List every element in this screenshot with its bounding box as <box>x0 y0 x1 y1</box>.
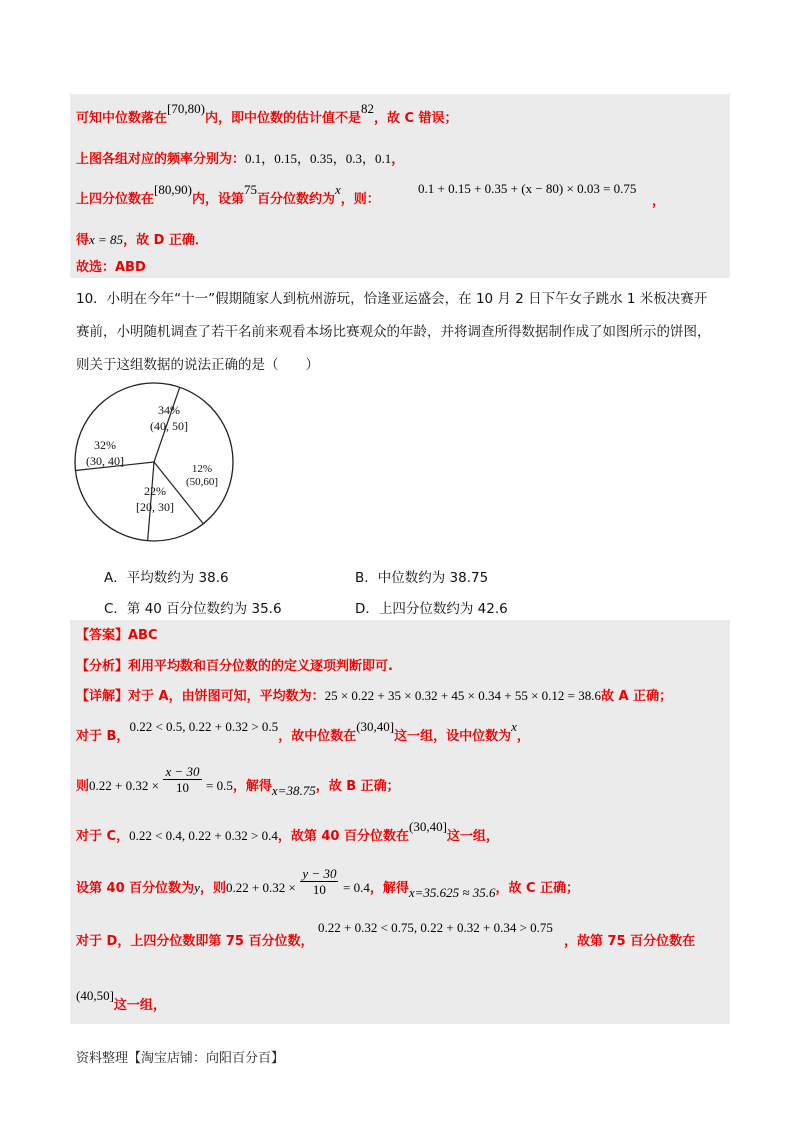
math-inequality: 0.22 < 0.5, 0.22 + 0.32 > 0.5 <box>129 719 279 734</box>
fraction-numerator: x − 30 <box>165 764 200 779</box>
text: ，解得 <box>232 779 272 794</box>
detail-line-8 <box>76 988 166 1015</box>
text: 【分析】利用平均数和百分位数的的定义逐项判断即可. <box>76 659 393 674</box>
math-value: 75 <box>243 182 257 197</box>
option-b: B．中位数约为 38.75 <box>355 570 489 586</box>
text: 则 <box>76 779 90 794</box>
text: 这一组， <box>113 998 166 1013</box>
prev-solution-line-3 <box>76 182 380 209</box>
detail-line-7 <box>76 933 313 951</box>
math-result: x=38.75 <box>271 783 316 798</box>
pie-range-label: (30, 40] <box>86 454 124 468</box>
math-interval: [80,90) <box>154 182 192 197</box>
text: 对于 B， <box>76 729 130 744</box>
pie-chart <box>69 378 239 548</box>
math-equation: 0.1 + 0.15 + 0.35 + (x − 80) × 0.03 = 0.75 <box>418 181 637 196</box>
text: 故 A 正确； <box>601 689 673 704</box>
prev-solution-comma <box>652 193 665 211</box>
math-result: x = 85 <box>89 232 124 247</box>
question-line-3: 则关于这组数据的说法正确的是（ ） <box>76 357 319 373</box>
prev-solution-line-4 <box>76 231 208 250</box>
prev-solution-line-2 <box>76 150 404 169</box>
pie-range-label: (40, 50] <box>150 419 188 433</box>
pie-percent-label: 32% <box>94 438 116 452</box>
option-d: D．上四分位数约为 42.6 <box>355 601 508 617</box>
text: 【详解】对于 A，由饼图可知，平均数为： <box>76 689 325 704</box>
detail-line-5 <box>76 866 580 900</box>
math-value: 82 <box>360 101 374 116</box>
prev-solution-line-1 <box>76 101 458 128</box>
detail-line-7b <box>564 933 695 951</box>
pie-percent-label: 12% <box>191 463 213 475</box>
fraction <box>300 866 338 897</box>
text: 这一组， <box>446 829 499 844</box>
text: ， <box>652 194 666 209</box>
math-var: y <box>194 880 200 895</box>
prev-solution-equation <box>418 180 636 199</box>
text: ，故 C 正确； <box>495 881 580 896</box>
detail-line-3 <box>76 764 400 798</box>
pie-range-label: (50,60] <box>185 476 219 488</box>
option-a: A．平均数约为 38.6 <box>104 570 229 586</box>
prev-solution-choice <box>76 259 146 277</box>
fraction-numerator: y − 30 <box>302 866 337 881</box>
math-interval: [70,80) <box>167 101 205 116</box>
answer-line <box>76 627 158 645</box>
text: 百分位数约为 <box>256 192 335 207</box>
math-expr: = 0.5 <box>206 778 233 793</box>
text: ，解得 <box>369 881 409 896</box>
math-var: x <box>511 719 517 734</box>
pie-percent-label: 22% <box>144 484 166 498</box>
question-line-2: 赛前，小明随机调查了若干名前来观看本场比赛观众的年龄，并将调查所得数据制作成了如图所示的饼图， <box>76 324 711 340</box>
text: ，故 C 错误； <box>373 111 458 126</box>
text: ，故中位数在 <box>278 729 357 744</box>
math-interval: (30,40] <box>356 719 395 734</box>
text: ，则： <box>340 192 380 207</box>
text: 得 <box>76 233 90 248</box>
text: ， <box>516 729 530 744</box>
pie-range-label: [20, 30] <box>136 500 174 514</box>
option-c: C．第 40 百分位数约为 35.6 <box>104 601 282 617</box>
analysis-line <box>76 658 393 676</box>
answer-block <box>70 620 730 1024</box>
text: ，故第 75 百分位数在 <box>564 934 696 949</box>
math-inequality: 0.22 < 0.4, 0.22 + 0.32 > 0.4 <box>129 828 278 843</box>
math-var: x <box>334 182 341 197</box>
text: 【答案】ABC <box>76 628 158 643</box>
detail-line-1 <box>76 687 672 706</box>
footer-text: 资料整理【淘宝店铺：向阳百分百】 <box>76 1051 285 1066</box>
text: 内，设第 <box>191 192 244 207</box>
pie-percent-label: 34% <box>158 403 180 417</box>
math-expr: 0.22 + 0.32 × <box>89 778 159 793</box>
math-equation: 25 × 0.22 + 35 × 0.32 + 45 × 0.34 + 55 × 0.12 = 38.6 <box>324 688 601 703</box>
math-expr: 0.22 + 0.32 × <box>225 880 296 895</box>
text: ，故 B 正确； <box>315 779 400 794</box>
text: ，故第 40 百分位数在 <box>277 829 409 844</box>
math-inequality: 0.22 + 0.32 < 0.75, 0.22 + 0.32 + 0.34 > 0.75 <box>318 920 553 935</box>
text: ，故 D 正确． <box>123 233 208 248</box>
text: 内，即中位数的估计值不是 <box>204 111 361 126</box>
math-interval: (30,40] <box>408 819 447 834</box>
math-frequencies: 0.1，0.15，0.35，0.3，0.1 <box>245 151 392 166</box>
detail-line-2 <box>76 719 530 746</box>
detail-line-6-math <box>318 919 553 938</box>
text: 上图各组对应的频率分别为： <box>76 152 246 167</box>
text: 这一组，设中位数为 <box>394 729 512 744</box>
text: ， <box>391 152 405 167</box>
text: 可知中位数落在 <box>76 111 168 126</box>
question-line-1: 10．小明在今年“十一”假期随家人到杭州游玩，恰逢亚运盛会，在 10 月 2 日下午女子跳水 1 米板决赛开 <box>76 291 708 307</box>
fraction-denominator: 10 <box>175 780 189 795</box>
fraction <box>163 764 201 795</box>
math-expr: = 0.4 <box>342 880 370 895</box>
text: ，则 <box>199 881 226 896</box>
detail-line-4 <box>76 819 499 846</box>
text: 故选：ABD <box>76 260 146 275</box>
text: 设第 40 百分位数为 <box>76 881 195 896</box>
math-interval: (40,50] <box>76 988 114 1003</box>
text: 对于 D，上四分位数即第 75 百分位数， <box>76 934 314 949</box>
text: 上四分位数在 <box>76 192 155 207</box>
text: 对于 C， <box>76 829 130 844</box>
math-result: x=35.625 ≈ 35.6 <box>408 885 496 900</box>
fraction-denominator: 10 <box>312 882 326 897</box>
